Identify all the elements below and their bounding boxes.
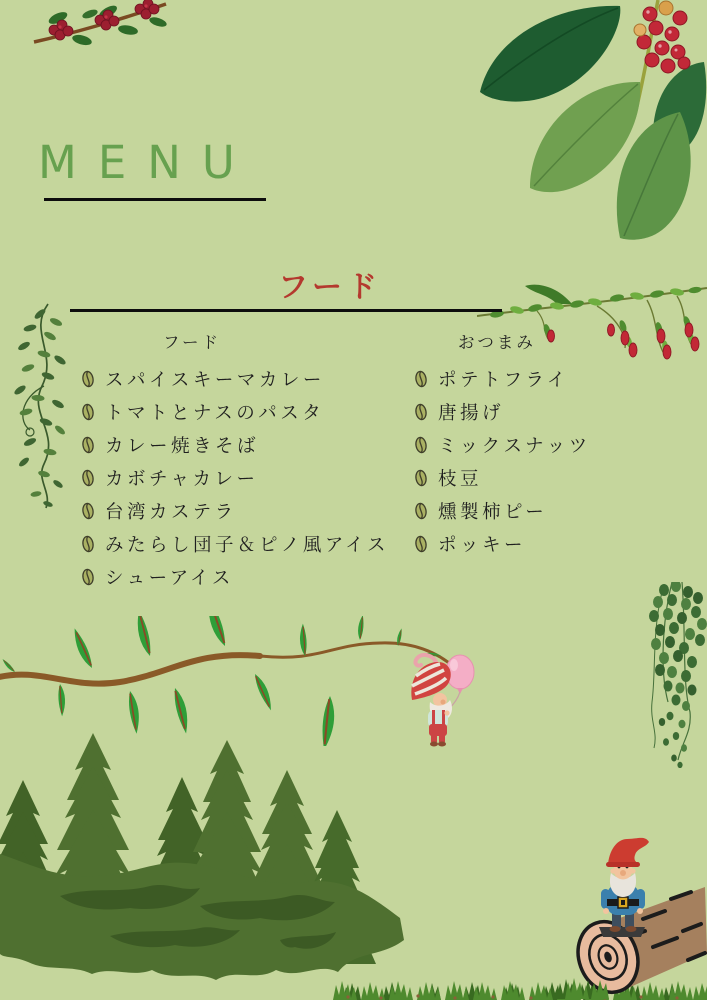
coffee-bean-icon (80, 568, 96, 586)
pine-forest-icon (0, 726, 408, 992)
menu-item-label: トマトとナスのパスタ (105, 402, 325, 424)
section-divider-line (70, 309, 502, 312)
menu-item (80, 395, 389, 428)
menu-item-label: カボチャカレー (105, 468, 259, 490)
menu-item-label: 燻製柿ピー (438, 501, 548, 523)
coffee-bean-icon (80, 502, 96, 520)
menu-item-label: シューアイス (105, 567, 234, 589)
menu-item (80, 362, 389, 395)
coffee-bean-icon (80, 469, 96, 487)
menu-item (413, 428, 591, 461)
menu-item (413, 494, 591, 527)
food-item-list (80, 362, 389, 593)
menu-item-label: カレー焼きそば (105, 435, 260, 457)
hanging-vine-icon (0, 302, 85, 512)
menu-item (80, 461, 389, 494)
menu-item-label: ポテトフライ (438, 369, 569, 391)
page-title: MENU (38, 136, 256, 189)
menu-item (413, 461, 591, 494)
coffee-branch-icon (30, 0, 170, 52)
snack-item-list (413, 362, 591, 560)
menu-item-label: 台湾カステラ (105, 501, 237, 523)
menu-item-label: 唐揚げ (438, 402, 505, 424)
section-heading: フード (277, 270, 383, 305)
leafy-branch-icon (0, 616, 460, 746)
menu-item-label: 枝豆 (438, 468, 483, 490)
menu-item (80, 527, 389, 560)
menu-item-label: ミックスナッツ (438, 435, 591, 457)
coffee-bean-icon (413, 469, 429, 487)
coffee-bean-icon (413, 436, 429, 454)
menu-item-label: スパイスキーマカレー (105, 369, 325, 391)
hanging-ivy-icon (642, 582, 707, 768)
menu-item-label: みたらし団子＆ピノ風アイス (105, 534, 389, 556)
coffee-bean-icon (413, 403, 429, 421)
coffee-bean-icon (80, 535, 96, 553)
coffee-bean-icon (80, 403, 96, 421)
gnome-balloon-icon (396, 650, 484, 750)
title-underline (44, 198, 266, 201)
gnome-on-log-icon (553, 835, 707, 1000)
food-column-header: フード (163, 333, 222, 352)
grass-strip-icon (333, 974, 707, 1000)
menu-item (413, 527, 591, 560)
coffee-bean-icon (80, 370, 96, 388)
menu-item (80, 560, 389, 593)
menu-item (80, 428, 389, 461)
menu-item-label: ポッキー (438, 534, 527, 556)
snack-column-header: おつまみ (458, 333, 536, 352)
coffee-bean-icon (413, 502, 429, 520)
menu-item (413, 395, 591, 428)
menu-item (80, 494, 389, 527)
coffee-bean-icon (80, 436, 96, 454)
coffee-bean-icon (413, 535, 429, 553)
coffee-plant-icon (472, 0, 707, 245)
coffee-bean-icon (413, 370, 429, 388)
menu-item (413, 362, 591, 395)
